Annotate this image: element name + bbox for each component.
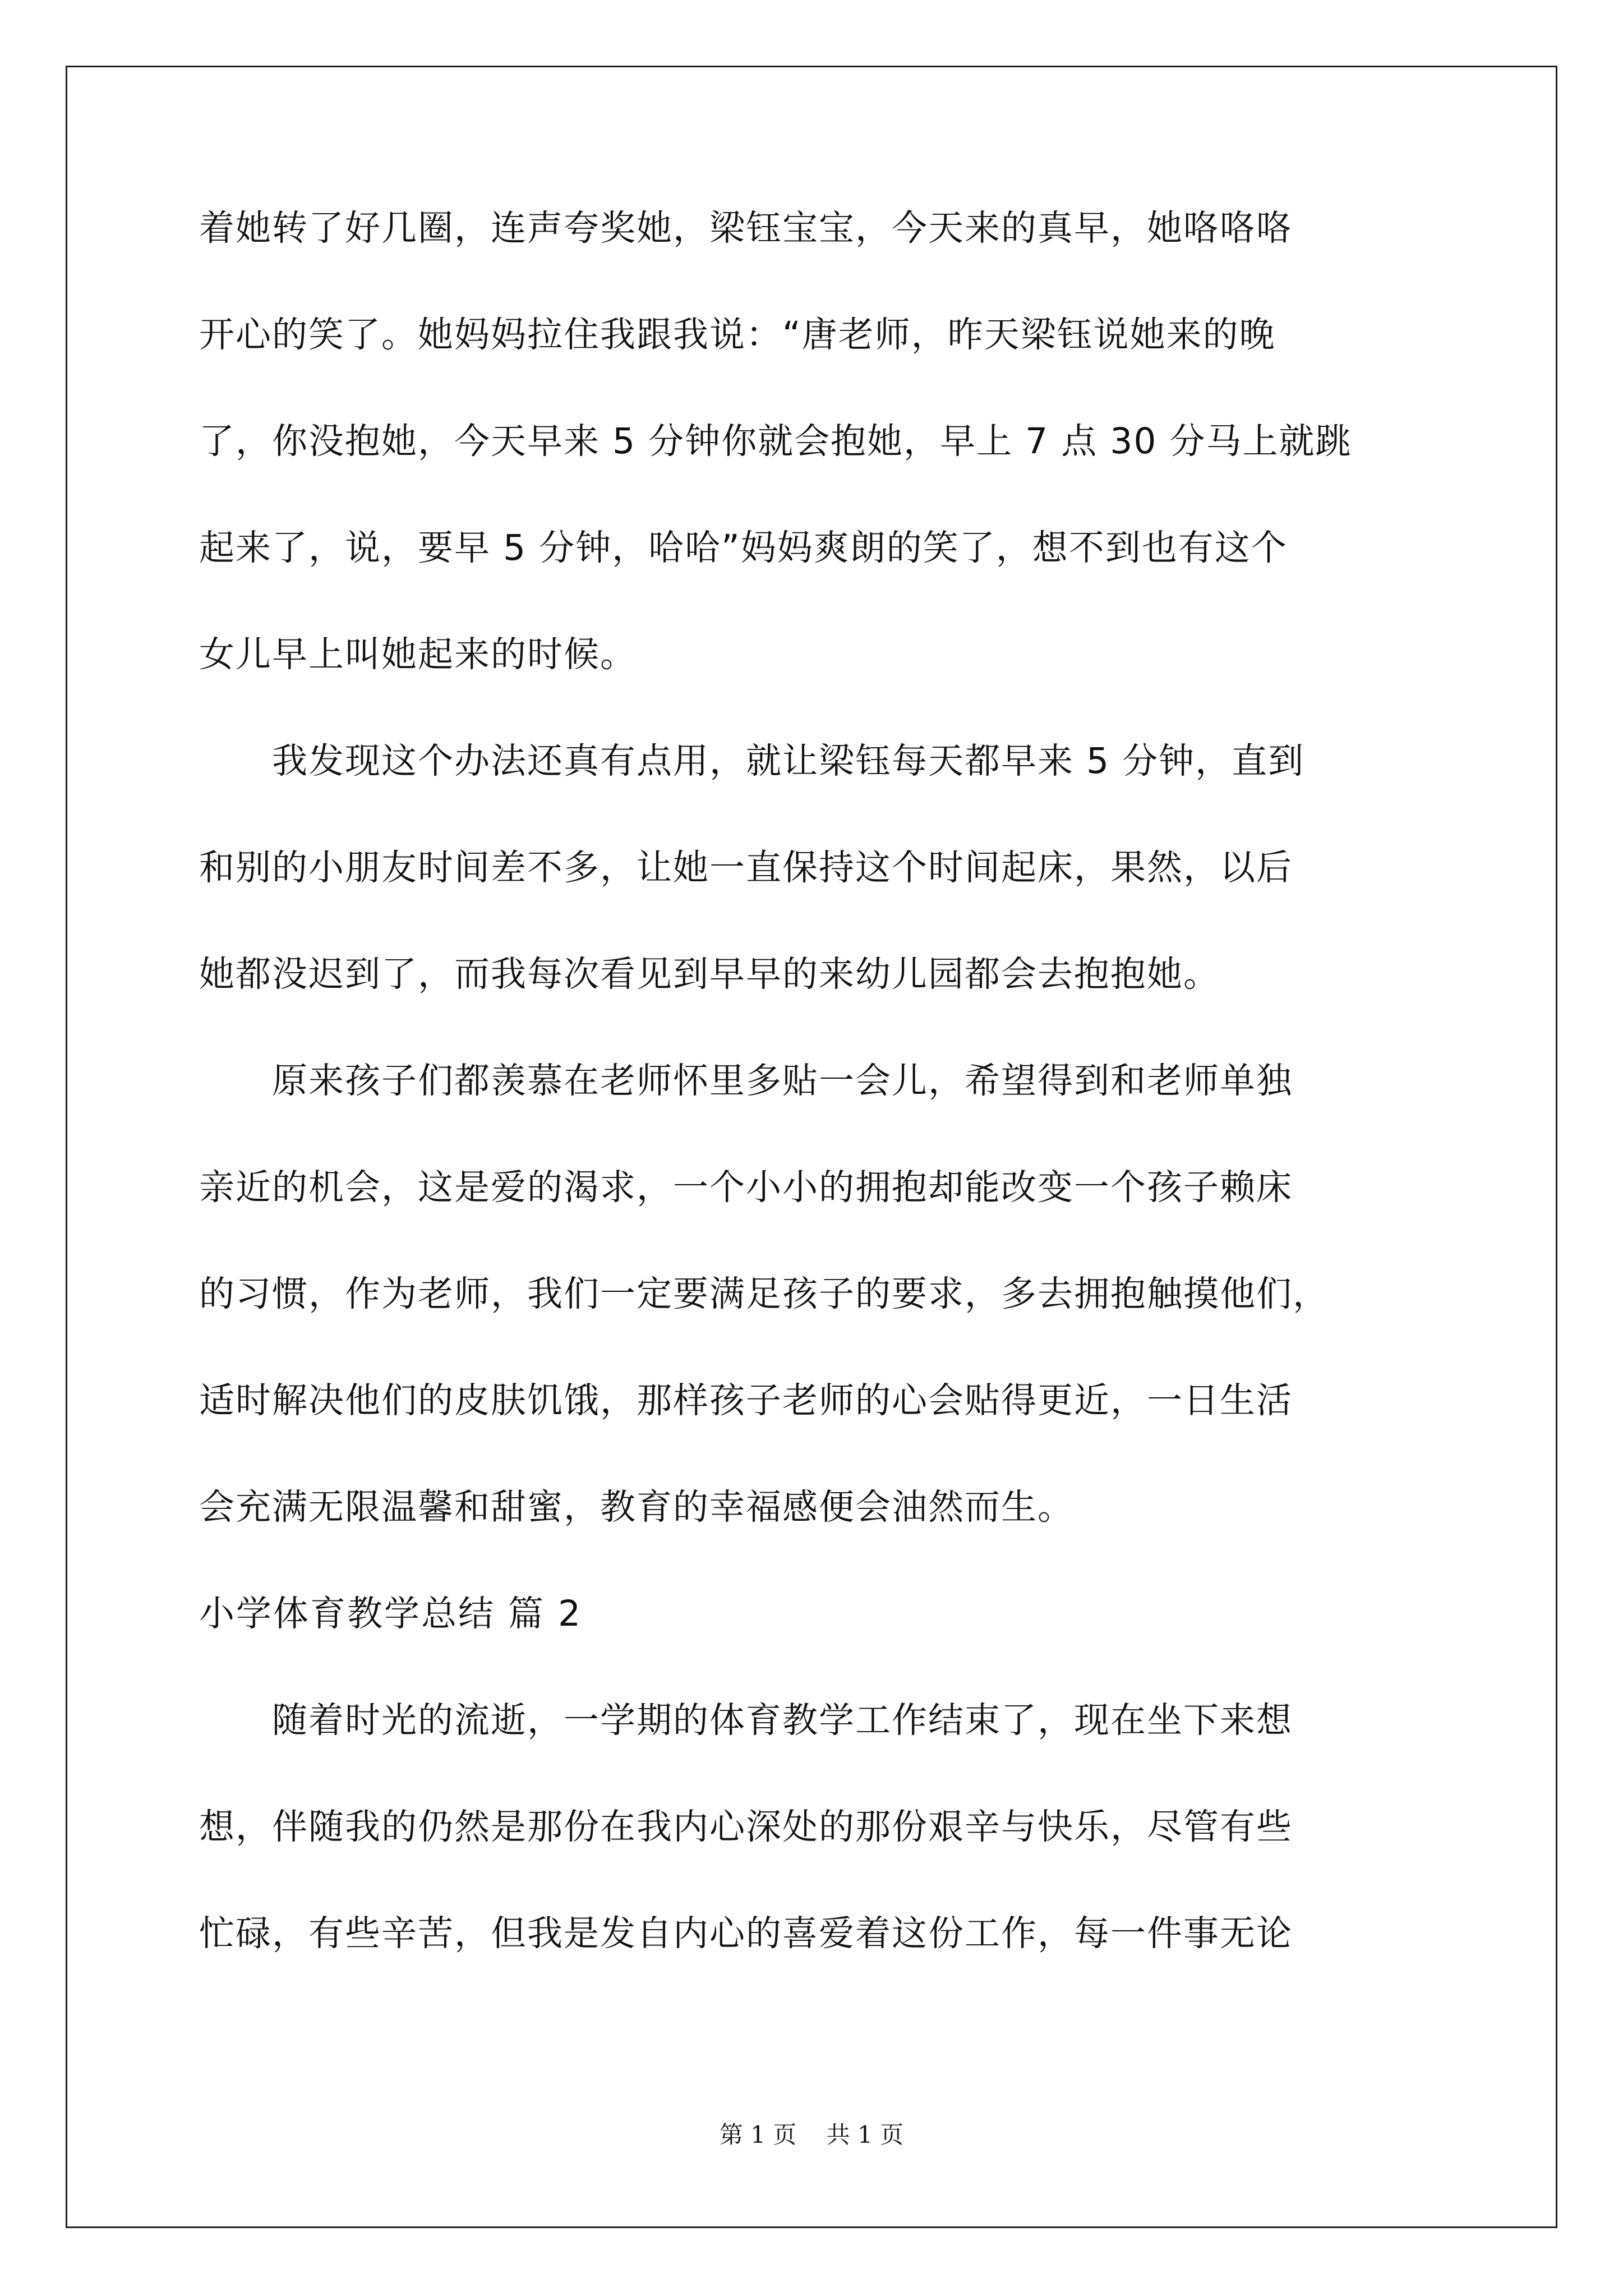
text-line: 着她转了好几圈，连声夸奖她，梁钰宝宝，今天来的真早，她咯咯咯 xyxy=(199,208,1293,249)
text-line: 的习惯，作为老师，我们一定要满足孩子的要求，多去拥抱触摸他们， xyxy=(199,1273,1329,1314)
text-line: 亲近的机会，这是爱的渴求，一个小小的拥抱却能改变一个孩子赖床 xyxy=(199,1167,1293,1208)
text-line: 起来了，说，要早 5 分钟，哈哈”妈妈爽朗的笑了，想不到也有这个 xyxy=(199,527,1288,568)
text-line: 我发现这个办法还真有点用，就让梁钰每天都早来 5 分钟，直到 xyxy=(199,740,1305,781)
page-footer xyxy=(0,2123,1623,2147)
page-total: 共 1 页 xyxy=(826,2121,904,2148)
text-line: 忙碌，有些辛苦，但我是发自内心的喜爱着这份工作，每一件事无论 xyxy=(199,1913,1293,1954)
text-line: 开心的笑了。她妈妈拉住我跟我说：“唐老师，昨天梁钰说她来的晚 xyxy=(199,314,1276,355)
text-line: 了，你没抱她，今天早来 5 分钟你就会抱她，早上 7 点 30 分马上就跳 xyxy=(199,421,1352,462)
text-line: 女儿早上叫她起来的时候。 xyxy=(199,634,637,675)
page-number: 第 1 页 xyxy=(719,2121,797,2148)
text-line: 和别的小朋友时间差不多，让她一直保持这个时间起床，果然，以后 xyxy=(199,847,1293,888)
text-line: 随着时光的流逝，一学期的体育教学工作结束了，现在坐下来想 xyxy=(199,1700,1293,1741)
text-line: 会充满无限温馨和甜蜜，教育的幸福感便会油然而生。 xyxy=(199,1487,1074,1527)
text-line: 想，伴随我的仍然是那份在我内心深处的那份艰辛与快乐，尽管有些 xyxy=(199,1806,1293,1847)
text-line: 适时解决他们的皮肤饥饿，那样孩子老师的心会贴得更近，一日生活 xyxy=(199,1380,1293,1421)
document-body xyxy=(199,210,1433,2022)
text-line: 原来孩子们都羡慕在老师怀里多贴一会儿，希望得到和老师单独 xyxy=(199,1060,1293,1101)
section-heading: 小学体育教学总结 篇 2 xyxy=(199,1593,583,1634)
text-line: 她都没迟到了，而我每次看见到早早的来幼儿园都会去抱抱她。 xyxy=(199,954,1220,995)
